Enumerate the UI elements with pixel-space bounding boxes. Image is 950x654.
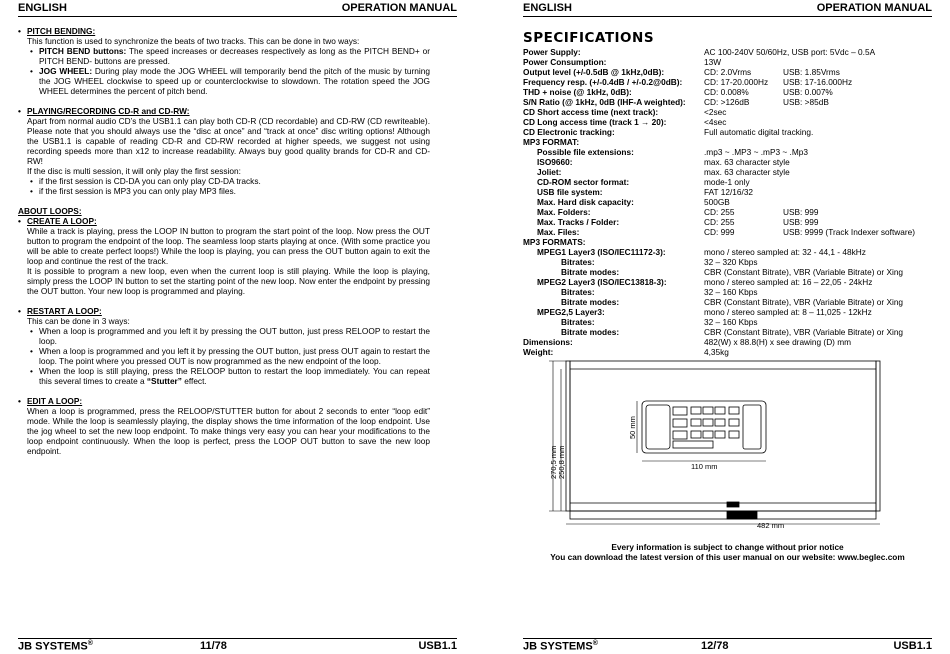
spec-value: mono / stereo sampled at: 8 – 11,025 - 12kHz	[704, 307, 872, 317]
spec-value-usb: USB: 17-16.000Hz	[783, 77, 853, 87]
term: PITCH BEND buttons:	[39, 46, 127, 56]
section-heading-pitch-bending: • PITCH BENDING:	[18, 26, 430, 36]
spec-label: CD Short access time (next track):	[523, 107, 659, 117]
subheading-edit-loop: • EDIT A LOOP:	[18, 396, 430, 406]
spec-row	[523, 307, 943, 317]
spec-row	[523, 137, 943, 147]
header-manual-title: OPERATION MANUAL	[816, 2, 932, 14]
inner-depth-dimension-label: 250,8 mm	[557, 445, 566, 479]
spec-row	[523, 147, 943, 157]
list-item	[18, 46, 430, 66]
paragraph: When a loop is programmed, press the RELOOP/STUTTER button for about 2 seconds to enter “loop edit” mode. While the loop is seamlessly playing, the display shows the time information of the loop endpoint. Use the jog wheel to set the new loop endpoint. To make things very easy you can hear your modifications to the loop endpoint continuously. When the loop is perfect, press the LOOP OUT button to save the new loop endpoint.	[27, 406, 430, 456]
spec-label: Frequency resp. (+/-0.4dB / +/-0.2@0dB):	[523, 77, 683, 87]
page-header	[493, 2, 932, 16]
page-header	[18, 2, 457, 16]
header-language: ENGLISH	[18, 2, 67, 14]
spec-value: CBR (Constant Bitrate), VBR (Variable Bitrate) or Xing	[704, 267, 904, 277]
list-item: • if the first session is CD-DA you can only play CD-DA tracks.	[18, 176, 430, 186]
spec-row	[523, 77, 943, 87]
list-item	[18, 66, 430, 96]
width-dimension-label: 482 mm	[757, 521, 785, 529]
registered-mark: ®	[592, 640, 598, 647]
spec-value: max. 63 character style	[704, 167, 790, 177]
spec-row	[523, 337, 943, 347]
text: When the loop is still playing, press the RELOOP button to restart the loop immediately. You can repeat this several times to create a	[39, 366, 430, 386]
registered-mark: ®	[87, 640, 93, 647]
specifications-table	[523, 47, 943, 357]
brand-name: JB SYSTEMS	[18, 640, 88, 653]
spec-row	[523, 67, 943, 77]
page-number: 12/78	[701, 640, 729, 652]
spec-row	[523, 177, 943, 187]
spec-value-usb: USB: 999	[783, 207, 819, 217]
paragraph: While a track is playing, press the LOOP IN button to program the start point of the loop. Now press the OUT button to program the endpoint of the loop. The seamless loop starts playing at once. (With some practice you will be able to create perfect loops!) While the loop is playing, you can press the OUT button again to exit the loop and continue the rest of the track.	[27, 226, 430, 266]
spec-row	[523, 217, 943, 227]
stutter-term: “Stutter”	[146, 376, 182, 386]
spec-value: 32 – 320 Kbps	[704, 257, 758, 267]
spec-label: S/N Ratio (@ 1kHz, 0dB (IHF-A weighted):	[523, 97, 686, 107]
paragraph: This can be done in 3 ways:	[27, 316, 130, 326]
spec-label: Max. Hard disk capacity:	[537, 197, 634, 207]
footer-rule	[523, 638, 932, 639]
spec-row	[523, 57, 943, 67]
spec-value: 32 – 160 Kbps	[704, 287, 758, 297]
spec-label: Dimensions:	[523, 337, 573, 347]
description: During play mode the JOG WHEEL will temporarily bend the pitch of the music by turning the JOG WHEEL clockwise to speed up or counterclockwise to slowdown. The rotation speed the JOG WHEEL determines the percent of pitch bend.	[39, 66, 430, 96]
spec-row	[523, 197, 943, 207]
dimension-drawing	[547, 357, 892, 529]
spec-value: CD: 255	[704, 217, 735, 227]
header-rule	[18, 16, 457, 17]
brand-name: JB SYSTEMS	[523, 640, 593, 653]
spec-label: MP3 FORMATS:	[523, 237, 586, 247]
spec-value: CD: 0.008%	[704, 87, 749, 97]
spec-value: 500GB	[704, 197, 730, 207]
spec-label: Bitrate modes:	[561, 297, 620, 307]
spec-label: Max. Files:	[537, 227, 580, 237]
spec-value: CBR (Constant Bitrate), VBR (Variable Bitrate) or Xing	[704, 297, 904, 307]
spec-value-usb: USB: >85dB	[783, 97, 829, 107]
spec-label: Bitrates:	[561, 317, 595, 327]
spec-label: Output level (+/-0.5dB @ 1kHz,0dB):	[523, 67, 665, 77]
page-body	[18, 26, 430, 456]
spec-label: CD Electronic tracking:	[523, 127, 615, 137]
spec-label: MP3 FORMAT:	[523, 137, 580, 147]
notice-text: Every information is subject to change without prior notice	[611, 542, 844, 552]
text: effect.	[181, 376, 207, 386]
spec-label: Joliet:	[537, 167, 562, 177]
spec-row	[523, 127, 943, 137]
list-item: • When a loop is programmed and you left it by pressing the OUT button, just press RELOOP to restart the loop.	[18, 326, 430, 346]
spec-value: 4,35kg	[704, 347, 729, 357]
spec-row	[523, 287, 943, 297]
header-language: ENGLISH	[523, 2, 572, 14]
pitch-bending-intro: This function is used to synchronize the beats of two tracks. This can be done in two ways:	[27, 36, 360, 46]
depth-dimension-label: 270,5 mm	[549, 445, 558, 479]
spec-label: CD-ROM sector format:	[537, 177, 630, 187]
spec-row	[523, 167, 943, 177]
spec-row	[523, 237, 943, 247]
term: JOG WHEEL:	[39, 66, 93, 76]
list-item: • When a loop is programmed and you left it by pressing the OUT button, just press OUT again to restart the loop. The point where you pressed OUT is now programmed as the new endpoint of the loop.	[18, 346, 430, 366]
footer-brand	[523, 640, 598, 653]
paragraph: If the disc is multi session, it will only play the first session:	[27, 166, 241, 176]
spec-label: USB file system:	[537, 187, 603, 197]
footer-brand	[18, 640, 93, 653]
section-heading-about-loops: ABOUT LOOPS:	[18, 206, 82, 216]
footer-rule	[18, 638, 457, 639]
paragraph: It is possible to program a new loop, even when the current loop is still playing. While the loop is playing, simply press the LOOP IN button to set the starting point of the new loop. Now enter the endpoint by pressing the OUT button. Your new loop is programmed and playing.	[27, 266, 430, 296]
spec-value: max. 63 character style	[704, 157, 790, 167]
subheading-restart-loop: • RESTART A LOOP:	[18, 306, 430, 316]
spec-value: mono / stereo sampled at: 16 – 22,05 - 24kHz	[704, 277, 873, 287]
spec-value: mode-1 only	[704, 177, 750, 187]
spec-value: <4sec	[704, 117, 727, 127]
list-item	[18, 366, 430, 386]
page-footer	[18, 640, 457, 654]
spec-row	[523, 347, 943, 357]
spec-value-usb: USB: 1.85Vrms	[783, 67, 840, 77]
spec-row	[523, 327, 943, 337]
spec-label: Bitrate modes:	[561, 327, 620, 337]
spec-label: Bitrates:	[561, 257, 595, 267]
spec-row	[523, 87, 943, 97]
spec-value-usb: USB: 999	[783, 217, 819, 227]
spec-row	[523, 187, 943, 197]
front-panel-outline	[642, 401, 766, 453]
spec-label: MPEG2 Layer3 (ISO/IEC13818-3):	[537, 277, 667, 287]
download-text: You can download the latest version of this user manual on our website: www.beglec.com	[550, 552, 905, 562]
spec-value: CD: 17-20.000Hz	[704, 77, 769, 87]
spec-value: 482(W) x 88.8(H) x see drawing (D) mm	[704, 337, 852, 347]
spec-row	[523, 97, 943, 107]
subheading-create-loop: • CREATE A LOOP:	[18, 216, 430, 226]
spec-label: Power Supply:	[523, 47, 581, 57]
spec-value: FAT 12/16/32	[704, 187, 754, 197]
spec-value-usb: USB: 0.007%	[783, 87, 833, 97]
description: The speed increases or decreases respectively as long as the PITCH BEND+ or PITCH BEND- buttons are pressed.	[39, 46, 430, 66]
panel-height-dimension-label: 50 mm	[628, 416, 637, 439]
spec-row	[523, 297, 943, 307]
spec-label: ISO9660:	[537, 157, 573, 167]
header-manual-title: OPERATION MANUAL	[341, 2, 457, 14]
spec-value: CD: 999	[704, 227, 735, 237]
spec-label: Possible file extensions:	[537, 147, 634, 157]
spec-row	[523, 257, 943, 267]
spec-value: 13W	[704, 57, 722, 67]
specifications-title: SPECIFICATIONS	[523, 30, 655, 46]
spec-row	[523, 47, 943, 57]
panel-width-dimension-label: 110 mm	[691, 462, 718, 471]
spec-value: mono / stereo sampled at: 32 - 44,1 - 48kHz	[704, 247, 866, 257]
spec-value: CD: 255	[704, 207, 735, 217]
spec-value: .mp3 ~ .MP3 ~ .mP3 ~ .Mp3	[704, 147, 808, 157]
spec-label: Bitrate modes:	[561, 267, 620, 277]
spec-value: CBR (Constant Bitrate), VBR (Variable Bitrate) or Xing	[704, 327, 904, 337]
header-rule	[523, 16, 932, 17]
spec-value: AC 100-240V 50/60Hz, USB port: 5Vdc – 0.5A	[704, 47, 876, 57]
manual-page-right	[475, 0, 950, 654]
spec-value: CD: >126dB	[704, 97, 750, 107]
spec-row	[523, 117, 943, 127]
spec-label: Weight:	[523, 347, 554, 357]
spec-label: Power Consumption:	[523, 57, 607, 67]
unit-outline	[570, 361, 876, 511]
spec-label: MPEG2,5 Layer3:	[537, 307, 605, 317]
spec-value: Full automatic digital tracking.	[704, 127, 814, 137]
spec-row	[523, 207, 943, 217]
spec-value: 32 – 160 Kbps	[704, 317, 758, 327]
spec-row	[523, 267, 943, 277]
spec-value-usb: USB: 9999 (Track Indexer software)	[783, 227, 916, 237]
spec-label: MPEG1 Layer3 (ISO/IEC11172-3):	[537, 247, 666, 257]
paragraph: Apart from normal audio CD’s the USB1.1 can play both CD-R (CD recordable) and CD-RW (CD rewriteable). Please note that you should always use the “disc at once” and “track at once” disc writing options! Although the USB1.1 is capable of reading CD-R and CD-RW recorded at higher speeds, we suggest not using recording speeds more than x12 to increase readability. Always buy good quality brands for CD-R and CD-RW!	[27, 116, 430, 166]
spec-row	[523, 277, 943, 287]
spec-label: Bitrates:	[561, 287, 595, 297]
page-footer	[493, 640, 932, 654]
spec-value: CD: 2.0Vrms	[704, 67, 752, 77]
list-item: • if the first session is MP3 you can only play MP3 files.	[18, 186, 430, 196]
spec-label: Max. Tracks / Folder:	[537, 217, 620, 227]
footer-model: USB1.1	[418, 640, 457, 652]
spec-row	[523, 317, 943, 327]
footer-model: USB1.1	[893, 640, 932, 652]
page-number: 11/78	[200, 640, 227, 652]
spec-label: THD + noise (@ 1kHz, 0dB):	[523, 87, 632, 97]
spec-row	[523, 157, 943, 167]
spec-row	[523, 227, 943, 237]
spec-label: CD Long access time (track 1 → 20):	[523, 117, 667, 127]
spec-row	[523, 247, 943, 257]
spec-label: Max. Folders:	[537, 207, 591, 217]
section-heading-playing-recording: • PLAYING/RECORDING CD-R and CD-RW:	[18, 106, 430, 116]
spec-value: <2sec	[704, 107, 727, 117]
spec-row	[523, 107, 943, 117]
